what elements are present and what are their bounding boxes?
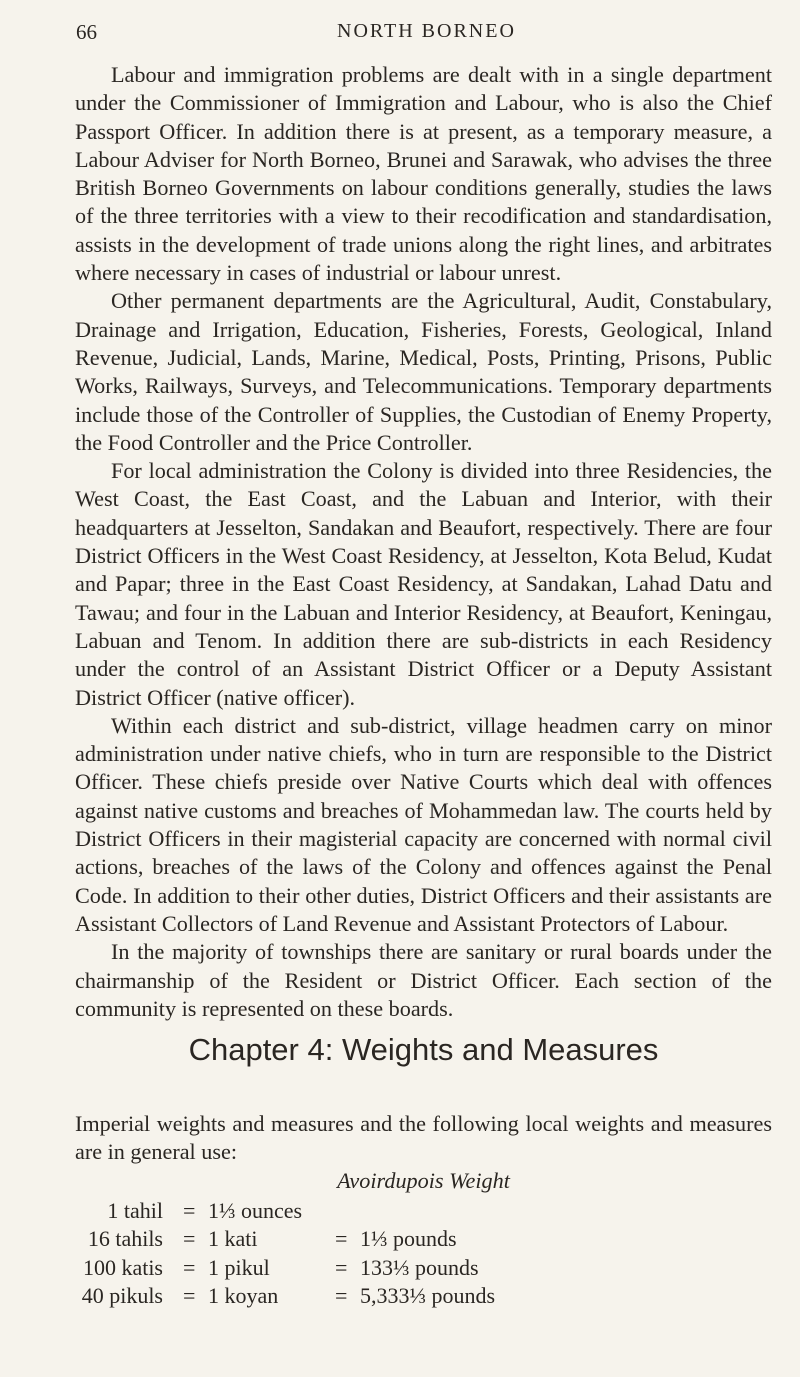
unit-cell: 1 tahil xyxy=(107,1198,163,1223)
running-title: NORTH BORNEO xyxy=(337,20,516,42)
avoirdupois-title: Avoirdupois Weight xyxy=(337,1168,510,1193)
equals-sign: = xyxy=(335,1282,348,1308)
table-row xyxy=(75,1225,725,1253)
equals-sign: = xyxy=(183,1198,196,1223)
alt-value-cell: 1⅓ pounds xyxy=(360,1226,457,1252)
paragraph-local-administration: For local administration the Colony is divided into three Residencies, the West Coast, the East Coast, and the Labuan and Interior, with their headquarters at Jesselton, Sandakan and Beaufort, respectively. There are four District Officers in the West Coast Residency, at Jesselton, Kota Belud, Kudat and Papar; three in the East Coast Residency, at Sandakan, Lahad Datu and Tawau; and four in the Labuan and Interior Residency, at Beaufort, Keningau, Labuan and Tenom. In addition there are sub-districts in each Residency under the control of an Assistant District Officer or a Deputy Assistant District Officer (native officer). xyxy=(75,458,772,710)
value-cell: 1 pikul xyxy=(208,1254,270,1280)
paragraph-departments: Other permanent departments are the Agricultural, Audit, Constabulary, Drainage and Irrigation, Education, Fisheries, Forests, Geological, Inland Revenue, Judicial, Lands, Marine, Medical, Posts, Printing, Prisons, Public Works, Railways, Surveys, and Telecommunications. Temporary departments include those of the Controller of Supplies, the Custodian of Enemy Property, the Food Controller and the Price Controller. xyxy=(75,288,772,455)
paragraph-village-headmen: Within each district and sub-district, village headmen carry on minor administration under native chiefs, who in turn are responsible to the District Officer. These chiefs preside over Native Courts which deal with offences against native customs and breaches of Mohammedan law. The courts held by District Officers in their magisterial capacity are concerned with normal civil actions, breaches of the laws of the Colony and offences against the Penal Code. In addition to their other duties, District Officers and their assistants are Assistant Collectors of Land Revenue and Assistant Protectors of Labour. xyxy=(75,712,772,936)
alt-value-cell: 5,333⅓ pounds xyxy=(360,1282,496,1308)
table-row xyxy=(75,1197,725,1225)
value-cell: 1⅓ ounces xyxy=(208,1198,303,1223)
value-cell: 1 koyan xyxy=(208,1282,279,1308)
paragraph-labour: Labour and immigration problems are dealt with in a single department under the Commissioner of Immigration and Labour, who is also the Chief Passport Officer. In addition there is at present, as a temporary measure, a Labour Adviser for North Borneo, Brunei and Sarawak, who advises the three British Borneo Governments on labour conditions generally, studies the laws of the three territories with a view to their recodification and standardisation, assists in the development of trade unions along the right lines, and arbitrates where necessary in cases of industrial or labour unrest. xyxy=(75,62,772,286)
avoirdupois-table xyxy=(75,1197,725,1310)
unit-cell: 40 pikuls xyxy=(81,1282,163,1308)
equals-sign: = xyxy=(335,1226,348,1252)
value-cell: 1 kati xyxy=(208,1226,258,1252)
chapter-title: Chapter 4: Weights and Measures xyxy=(188,1032,659,1067)
unit-cell: 16 tahils xyxy=(87,1226,163,1252)
paragraph-township-boards: In the majority of townships there are sanitary or rural boards under the chairmanship of the Resident or District Officer. Each section of the community is represented on these boards. xyxy=(75,939,772,1021)
table-row xyxy=(75,1254,725,1282)
alt-value-cell: 133⅓ pounds xyxy=(360,1254,479,1280)
table-row xyxy=(75,1282,725,1310)
equals-sign: = xyxy=(183,1282,196,1308)
body-text xyxy=(75,61,772,1023)
equals-sign: = xyxy=(335,1254,348,1280)
equals-sign: = xyxy=(183,1226,196,1252)
unit-cell: 100 katis xyxy=(82,1254,163,1280)
chapter-intro: Imperial weights and measures and the following local weights and measures are in general use: xyxy=(75,1111,772,1165)
page-number: 66 xyxy=(76,20,97,44)
equals-sign: = xyxy=(183,1254,196,1280)
page-header xyxy=(76,20,776,50)
